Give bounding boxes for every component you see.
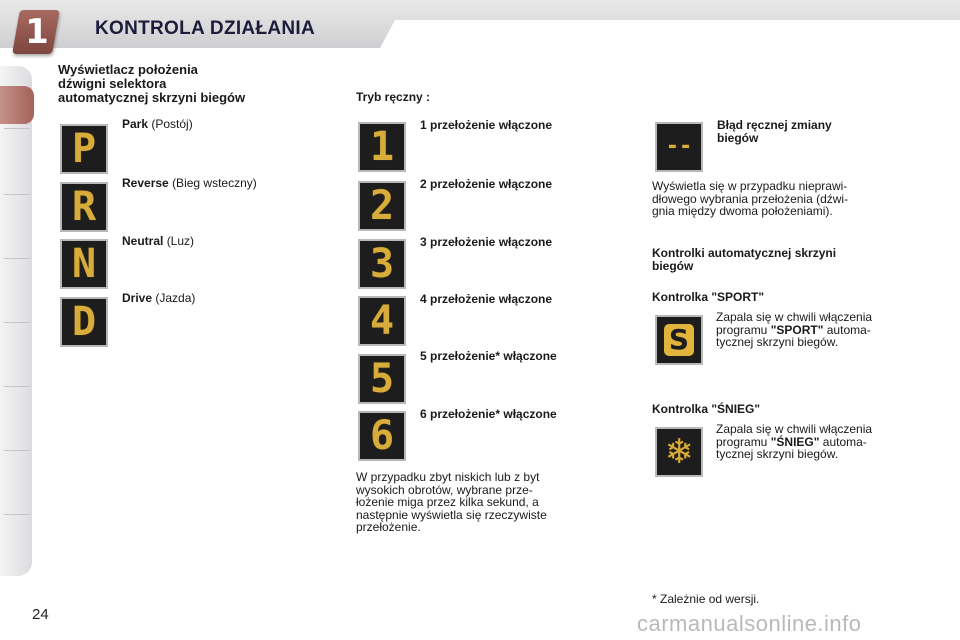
- tab-divider: [4, 514, 30, 515]
- manual-mode-heading: Tryb ręczny :: [356, 90, 431, 104]
- gear-label-6: 6 przełożenie* włączone: [420, 407, 557, 421]
- sport-description: Zapala się w chwili włączenia programu "SPORT" automa- tycznej skrzyni biegów.: [716, 310, 873, 349]
- sport-indicator-icon: S: [655, 315, 703, 365]
- tab-divider: [4, 128, 30, 129]
- gear-label-5: 5 przełożenie* włączone: [420, 349, 557, 363]
- chapter-tab-active: [0, 86, 34, 124]
- gear-label-reverse: Reverse (Bieg wsteczny): [122, 176, 257, 190]
- tab-divider: [4, 386, 30, 387]
- error-title: Błąd ręcznej zmiany biegów: [717, 118, 832, 145]
- gear-display-d: D: [60, 297, 108, 347]
- error-description: Wyświetla się w przypadku nieprawi- dłowego wybrania przełożenia (dźwi- gnia między dwoma położeniami).: [652, 179, 849, 218]
- gear-display-6: 6: [358, 411, 406, 461]
- gear-display-r: R: [60, 182, 108, 232]
- gear-label-neutral: Neutral (Luz): [122, 234, 195, 248]
- gear-display-error: --: [655, 122, 703, 172]
- tab-divider: [4, 450, 30, 451]
- page-title: KONTROLA DZIAŁANIA: [95, 18, 316, 39]
- gear-label-4: 4 przełożenie włączone: [420, 292, 553, 306]
- footnote: * Zależnie od wersji.: [652, 592, 760, 606]
- chapter-number: 1: [25, 12, 49, 52]
- snowflake-icon: ❄: [664, 432, 694, 472]
- left-heading: Wyświetlacz położenia dźwigni selektora automatycznej skrzyni biegów: [58, 62, 246, 105]
- gear-label-2: 2 przełożenie włączone: [420, 177, 553, 191]
- page-number: 24: [32, 606, 49, 623]
- watermark: carmanualsonline.info: [637, 611, 862, 636]
- tab-divider: [4, 258, 30, 259]
- gear-label-park: Park (Postój): [122, 117, 193, 131]
- sport-title: Kontrolka "SPORT": [652, 290, 765, 304]
- gear-display-p: P: [60, 124, 108, 174]
- gear-display-5: 5: [358, 354, 406, 404]
- snow-indicator-icon: [655, 427, 703, 477]
- gear-display-n: N: [60, 239, 108, 289]
- gear-label-drive: Drive (Jazda): [122, 291, 196, 305]
- gear-display-1: 1: [358, 122, 406, 172]
- manual-mode-note: W przypadku zbyt niskich lub z byt wysokich obrotów, wybrane prze- łożenie miga przez kilka sekund, a następnie wyświetla się rzeczywiste przełożenie.: [356, 470, 547, 534]
- auto-indicators-heading: Kontrolki automatycznej skrzyni biegów: [652, 246, 837, 273]
- snow-title: Kontrolka "ŚNIEG": [652, 402, 761, 416]
- gear-label-1: 1 przełożenie włączone: [420, 118, 553, 132]
- chapter-tab-strip: [0, 66, 32, 576]
- tab-divider: [4, 322, 30, 323]
- gear-display-2: 2: [358, 181, 406, 231]
- gear-label-3: 3 przełożenie włączone: [420, 235, 553, 249]
- tab-divider: [4, 194, 30, 195]
- gear-display-3: 3: [358, 239, 406, 289]
- snow-description: Zapala się w chwili włączenia programu "ŚNIEG" automa- tycznej skrzyni biegów.: [716, 422, 873, 461]
- gear-display-4: 4: [358, 296, 406, 346]
